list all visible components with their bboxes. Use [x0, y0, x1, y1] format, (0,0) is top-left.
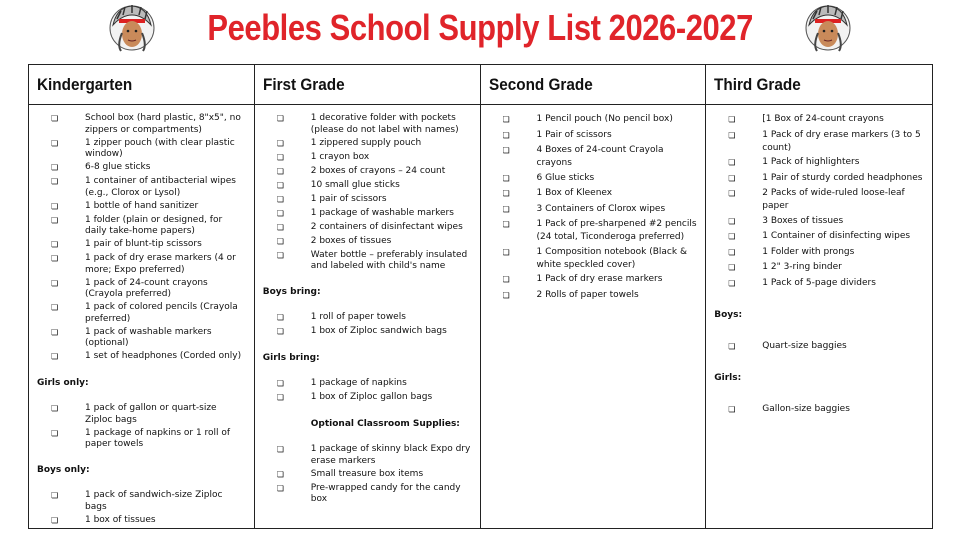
checkbox-bullet-icon [263, 378, 311, 391]
list-item: ❏ [1 Box of 24-count crayons [714, 113, 924, 127]
checkbox-bullet-icon [263, 222, 311, 235]
list-item: ❏ 1 Pack of highlighters [714, 156, 924, 170]
supply-list-girls [263, 378, 472, 405]
column-header-first-grade: First Grade [255, 65, 481, 105]
section-label-optional: Optional Classroom Supplies: [310, 418, 460, 429]
list-item: ❏ 1 box of tissues [37, 515, 246, 528]
checkbox-bullet-icon [714, 156, 762, 170]
checkbox-bullet-icon [263, 312, 311, 325]
list-item: ❏ 1 package of napkins or 1 roll of paper towels [37, 428, 246, 451]
list-item: ❏ Water bottle – preferably insulated and labeled with child's name [263, 250, 472, 273]
checkbox-bullet-icon [37, 201, 85, 214]
list-item: ❏ 1 set of headphones (Corded only) [37, 351, 246, 364]
supply-list-boys [263, 312, 472, 339]
list-item: ❏ 2 Rolls of paper towels [489, 289, 698, 303]
mascot-left-icon [107, 3, 157, 53]
header [0, 0, 960, 56]
list-item: ❏ Small treasure box items [263, 469, 472, 482]
supply-list [714, 113, 924, 291]
supply-list-girls [714, 403, 924, 417]
checkbox-bullet-icon [489, 113, 537, 127]
list-item: ❏ 1 pair of scissors [263, 194, 472, 207]
supply-list [37, 113, 246, 364]
list-item: ❏ 1 zippered supply pouch [263, 138, 472, 151]
checkbox-bullet-icon [263, 250, 311, 273]
checkbox-bullet-icon [489, 203, 537, 217]
list-item: ❏ 1 box of Ziploc sandwich bags [263, 326, 472, 339]
list-item: ❏ 1 folder (plain or designed, for daily take-home papers) [37, 215, 246, 238]
checkbox-bullet-icon [37, 215, 85, 238]
mascot-right-icon [803, 3, 853, 53]
list-item: ❏ 3 Containers of Clorox wipes [489, 203, 698, 217]
checkbox-bullet-icon [37, 113, 85, 136]
checkbox-bullet-icon [263, 392, 311, 405]
section-label-girls: Girls: [714, 372, 742, 383]
checkbox-bullet-icon [37, 515, 85, 528]
checkbox-bullet-icon [37, 138, 85, 161]
checkbox-bullet-icon [714, 246, 762, 260]
list-item: ❏ 1 Composition notebook (Black & white speckled cover) [489, 246, 698, 272]
checkbox-bullet-icon [37, 278, 85, 301]
checkbox-bullet-icon [37, 162, 85, 175]
section-label-boys: Boys bring: [262, 286, 321, 297]
checkbox-bullet-icon [714, 172, 762, 186]
checkbox-bullet-icon [714, 277, 762, 291]
list-item: ❏ 1 pack of dry erase markers (4 or more; Expo preferred) [37, 253, 246, 276]
column-body-third-grade [706, 105, 932, 528]
checkbox-bullet-icon [263, 444, 311, 467]
list-item: ❏ 2 boxes of tissues [263, 236, 472, 249]
list-item: ❏ 1 package of skinny black Expo dry erase markers [263, 444, 472, 467]
checkbox-bullet-icon [714, 230, 762, 244]
list-item: ❏ 1 crayon box [263, 152, 472, 165]
checkbox-bullet-icon [714, 340, 762, 354]
checkbox-bullet-icon [263, 138, 311, 151]
supply-list-boys [37, 490, 246, 527]
list-item: ❏ 2 boxes of crayons – 24 count [263, 166, 472, 179]
list-item: ❏ 1 package of napkins [263, 378, 472, 391]
list-item: ❏ 1 Pack of dry erase markers (3 to 5 count) [714, 129, 924, 155]
section-label-boys: Boys only: [37, 464, 90, 475]
checkbox-bullet-icon [714, 129, 762, 155]
list-item: ❏ 1 roll of paper towels [263, 312, 472, 325]
checkbox-bullet-icon [489, 172, 537, 186]
list-item: ❏ 1 pair of blunt-tip scissors [37, 239, 246, 252]
list-item: ❏ 2 containers of disinfectant wipes [263, 222, 472, 235]
list-item: ❏ 1 Box of Kleenex [489, 187, 698, 201]
supply-list-boys [714, 340, 924, 354]
list-item: ❏ Pre-wrapped candy for the candy box [263, 483, 472, 506]
checkbox-bullet-icon [37, 490, 85, 513]
column-header-second-grade: Second Grade [481, 65, 707, 105]
list-item: ❏ 1 pack of sandwich-size Ziploc bags [37, 490, 246, 513]
list-item: ❏ 1 Pair of sturdy corded headphones [714, 172, 924, 186]
list-item: ❏ Quart-size baggies [714, 340, 924, 354]
list-item: ❏ 3 Boxes of tissues [714, 215, 924, 229]
section-label-boys: Boys: [714, 309, 743, 320]
list-item: ❏ 1 Folder with prongs [714, 246, 924, 260]
checkbox-bullet-icon [714, 403, 762, 417]
list-item: ❏ School box (hard plastic, 8"x5", no zippers or compartments) [37, 113, 246, 136]
supply-list [263, 113, 472, 273]
supply-table [28, 64, 933, 529]
checkbox-bullet-icon [489, 273, 537, 287]
supply-list [489, 113, 698, 303]
column-body-kindergarten [29, 105, 255, 528]
checkbox-bullet-icon [489, 129, 537, 143]
checkbox-bullet-icon [263, 208, 311, 221]
list-item: ❏ Gallon-size baggies [714, 403, 924, 417]
checkbox-bullet-icon [263, 469, 311, 482]
checkbox-bullet-icon [37, 176, 85, 199]
checkbox-bullet-icon [714, 113, 762, 127]
checkbox-bullet-icon [263, 483, 311, 506]
list-item: ❏ 1 Pencil pouch (No pencil box) [489, 113, 698, 127]
column-header-kindergarten: Kindergarten [29, 65, 255, 105]
checkbox-bullet-icon [489, 218, 537, 244]
section-label-girls: Girls bring: [262, 352, 320, 363]
list-item: ❏ 1 2" 3-ring binder [714, 261, 924, 275]
list-item: ❏ 4 Boxes of 24-count Crayola crayons [489, 144, 698, 170]
list-item: ❏ 1 Pair of scissors [489, 129, 698, 143]
checkbox-bullet-icon [489, 187, 537, 201]
checkbox-bullet-icon [37, 302, 85, 325]
list-item: ❏ 1 Pack of pre-sharpened #2 pencils (24 total, Ticonderoga preferred) [489, 218, 698, 244]
checkbox-bullet-icon [37, 253, 85, 276]
page-title: Peebles School Supply List 2026-2027 [207, 7, 753, 48]
list-item: ❏ 1 decorative folder with pockets (please do not label with names) [263, 113, 472, 136]
list-item: ❏ 1 package of washable markers [263, 208, 472, 221]
list-item: ❏ 1 container of antibacterial wipes (e.g., Clorox or Lysol) [37, 176, 246, 199]
checkbox-bullet-icon [714, 261, 762, 275]
list-item: ❏ 1 Pack of dry erase markers [489, 273, 698, 287]
list-item: ❏ 1 Container of disinfecting wipes [714, 230, 924, 244]
checkbox-bullet-icon [37, 327, 85, 350]
list-item: ❏ 2 Packs of wide-ruled loose-leaf paper [714, 187, 924, 213]
checkbox-bullet-icon [37, 351, 85, 364]
supply-list-optional [263, 444, 472, 506]
checkbox-bullet-icon [263, 166, 311, 179]
section-label-girls: Girls only: [37, 377, 89, 388]
list-item: ❏ 1 pack of 24-count crayons (Crayola preferred) [37, 278, 246, 301]
checkbox-bullet-icon [489, 289, 537, 303]
checkbox-bullet-icon [263, 194, 311, 207]
column-header-third-grade: Third Grade [706, 65, 932, 105]
list-item: ❏ 1 pack of washable markers (optional) [37, 327, 246, 350]
column-body-second-grade [481, 105, 707, 528]
checkbox-bullet-icon [489, 246, 537, 272]
list-item: ❏ 1 Pack of 5-page dividers [714, 277, 924, 291]
supply-list-girls [37, 403, 246, 451]
checkbox-bullet-icon [263, 326, 311, 339]
list-item: ❏ 1 bottle of hand sanitizer [37, 201, 246, 214]
list-item: ❏ 10 small glue sticks [263, 180, 472, 193]
list-item: ❏ 6 Glue sticks [489, 172, 698, 186]
list-item: ❏ 6-8 glue sticks [37, 162, 246, 175]
list-item: ❏ 1 pack of colored pencils (Crayola preferred) [37, 302, 246, 325]
checkbox-bullet-icon [489, 144, 537, 170]
checkbox-bullet-icon [263, 236, 311, 249]
checkbox-bullet-icon [263, 152, 311, 165]
checkbox-bullet-icon [37, 239, 85, 252]
list-item: ❏ 1 pack of gallon or quart-size Ziploc bags [37, 403, 246, 426]
checkbox-bullet-icon [263, 113, 311, 136]
checkbox-bullet-icon [37, 403, 85, 426]
checkbox-bullet-icon [263, 180, 311, 193]
checkbox-bullet-icon [714, 187, 762, 213]
checkbox-bullet-icon [37, 428, 85, 451]
list-item: ❏ 1 box of Ziploc gallon bags [263, 392, 472, 405]
column-body-first-grade [255, 105, 481, 528]
list-item: ❏ 1 zipper pouch (with clear plastic window) [37, 138, 246, 161]
checkbox-bullet-icon [714, 215, 762, 229]
